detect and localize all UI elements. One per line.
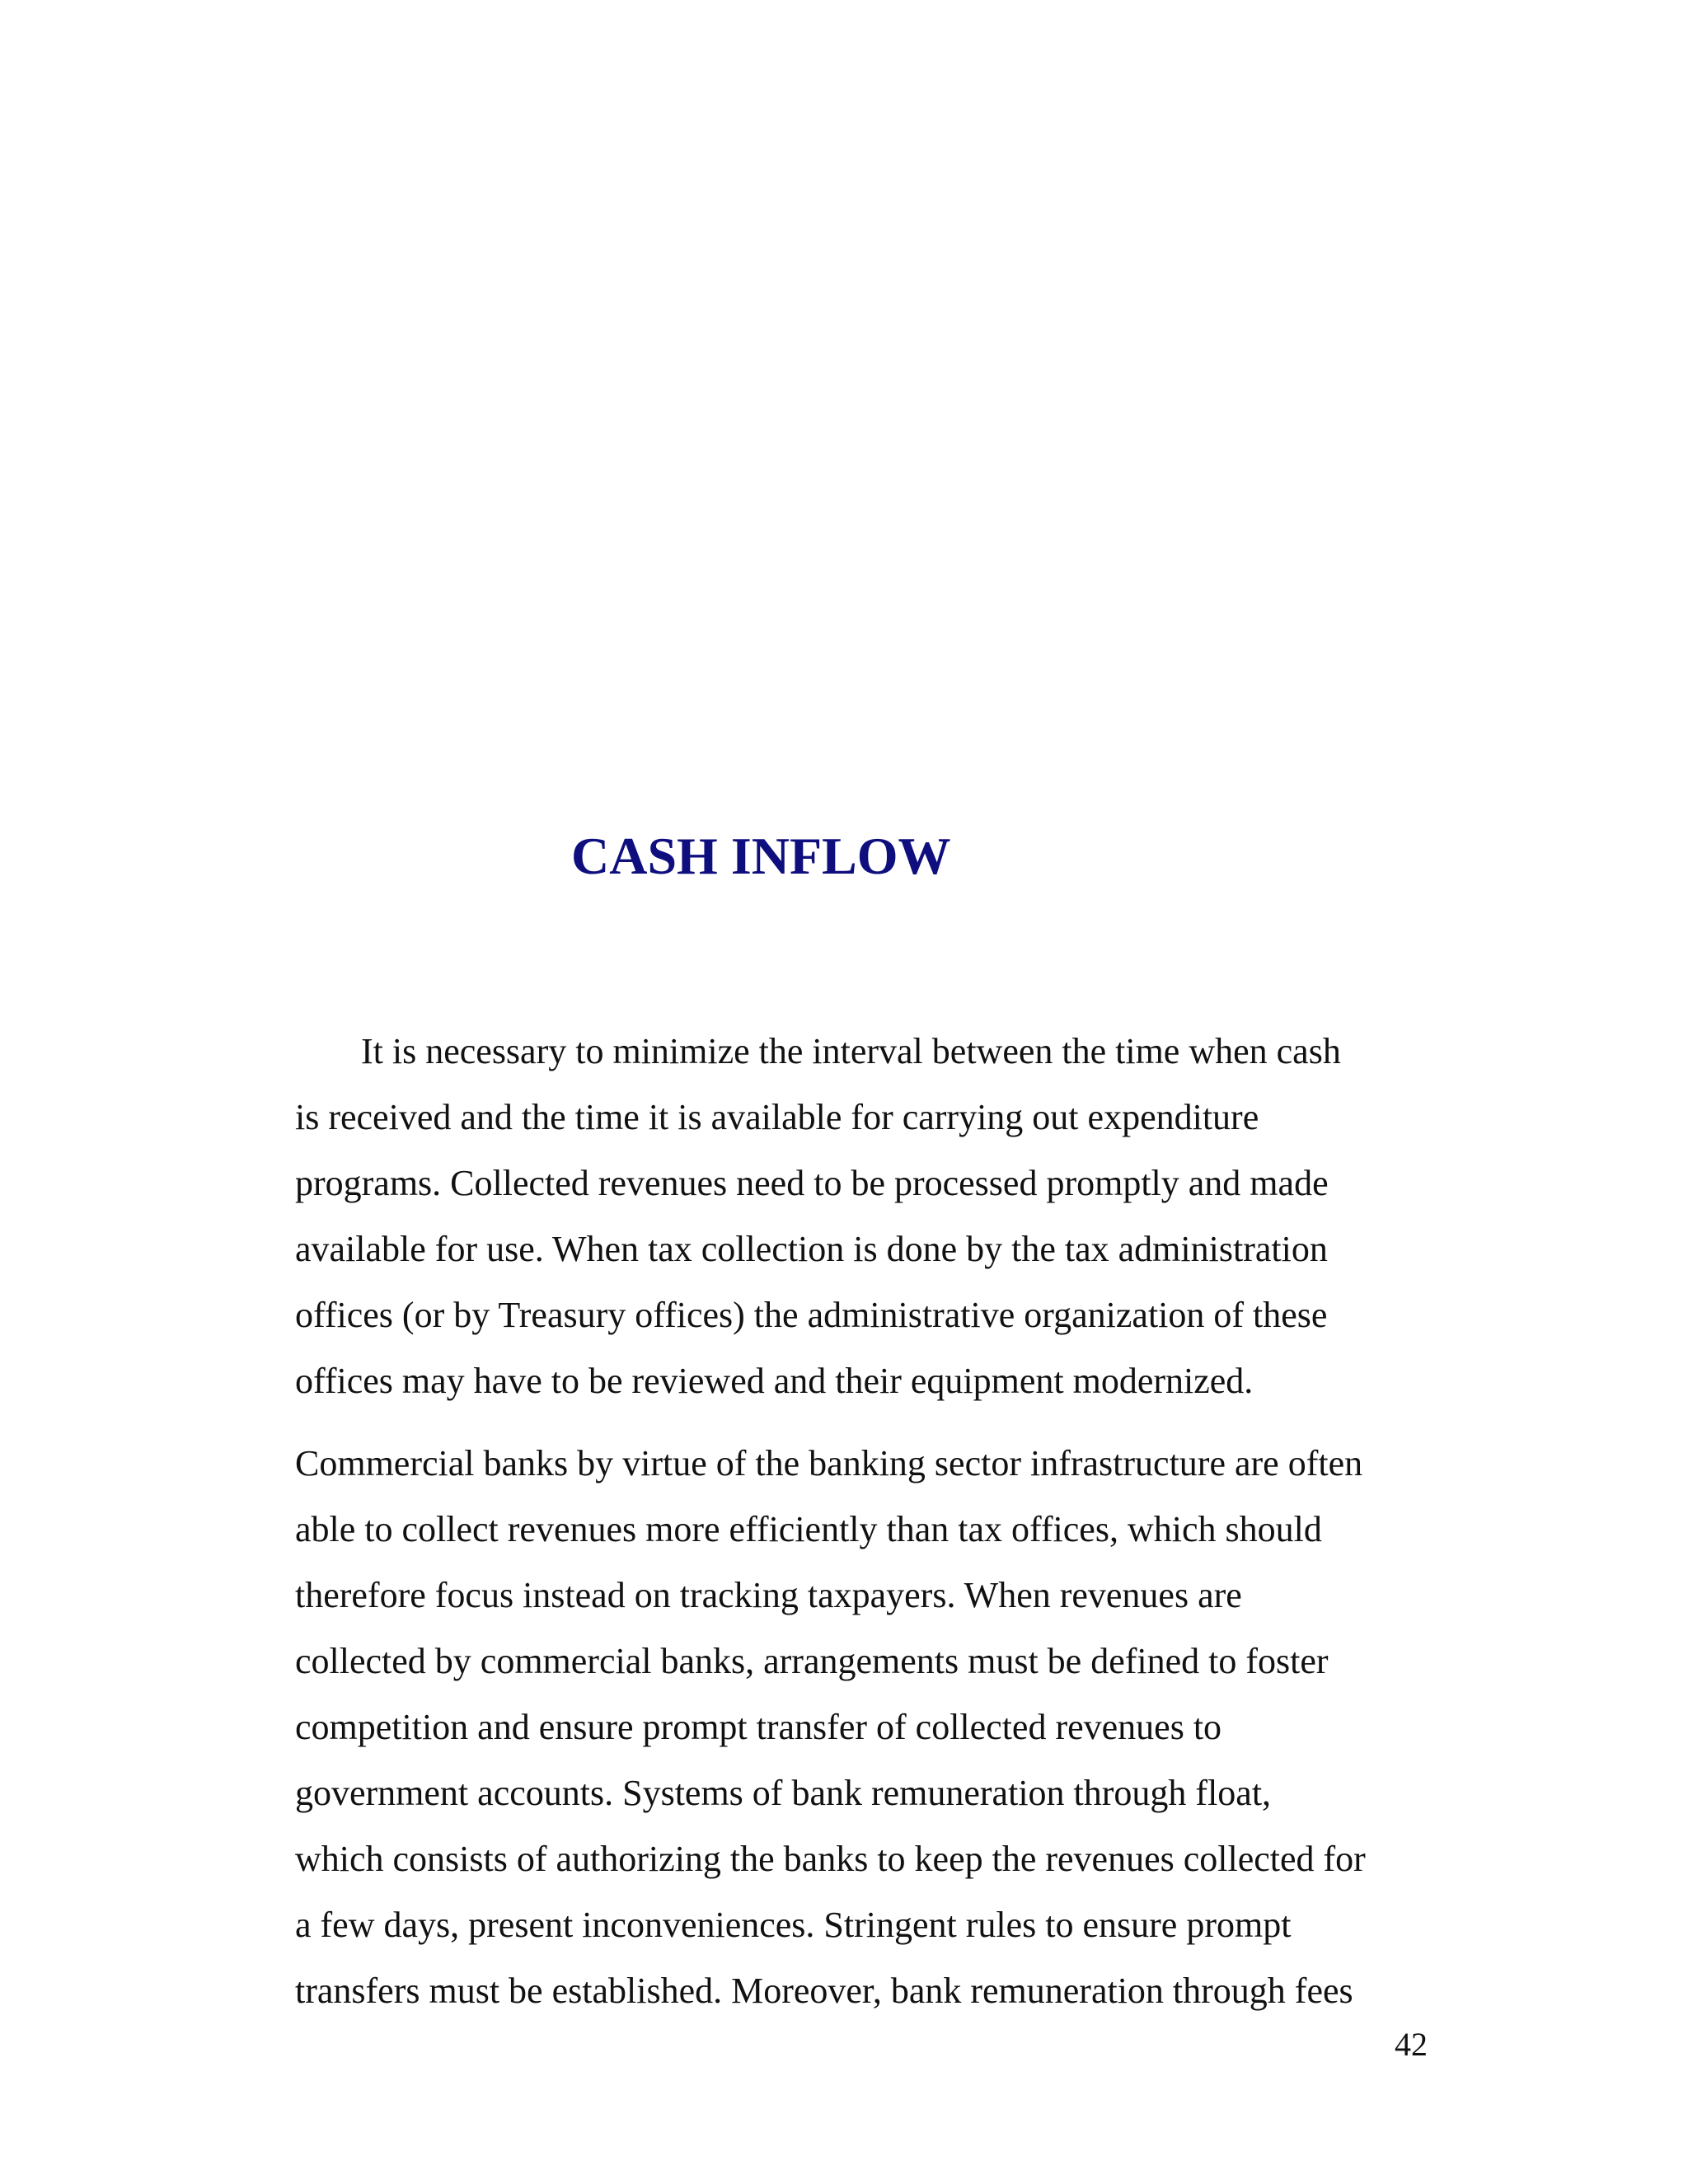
text-line: offices (or by Treasury offices) the administrative organization of these xyxy=(295,1295,1328,1335)
paragraph-1 xyxy=(295,1019,1432,1414)
page-number: 42 xyxy=(1395,2026,1428,2063)
text-line: collected by commercial banks, arrangements must be defined to foster xyxy=(295,1641,1329,1681)
text-line: programs. Collected revenues need to be processed promptly and made xyxy=(295,1163,1329,1203)
text-line: offices may have to be reviewed and their equipment modernized. xyxy=(295,1361,1254,1401)
text-line: It is necessary to minimize the interval between the time when cash xyxy=(361,1031,1341,1071)
paragraph-spacer xyxy=(295,1414,1432,1431)
text-line: which consists of authorizing the banks to keep the revenues collected for xyxy=(295,1839,1366,1879)
text-line: government accounts. Systems of bank remuneration through float, xyxy=(295,1773,1272,1813)
text-line: a few days, present inconveniences. Stringent rules to ensure prompt xyxy=(295,1905,1292,1945)
text-line: competition and ensure prompt transfer of collected revenues to xyxy=(295,1707,1222,1747)
text-line: transfers must be established. Moreover, bank remuneration through fees xyxy=(295,1971,1353,2011)
text-line: is received and the time it is available for carrying out expenditure xyxy=(295,1097,1259,1137)
text-line: Commercial banks by virtue of the banking sector infrastructure are often xyxy=(295,1443,1363,1483)
text-line: therefore focus instead on tracking taxpayers. When revenues are xyxy=(295,1575,1242,1615)
text-line: able to collect revenues more efficiently than tax offices, which should xyxy=(295,1509,1322,1549)
paragraph-2 xyxy=(295,1431,1432,2024)
body-text xyxy=(295,1019,1432,2024)
chapter-title: CASH INFLOW xyxy=(571,827,951,885)
text-line: available for use. When tax collection is done by the tax administration xyxy=(295,1229,1328,1269)
